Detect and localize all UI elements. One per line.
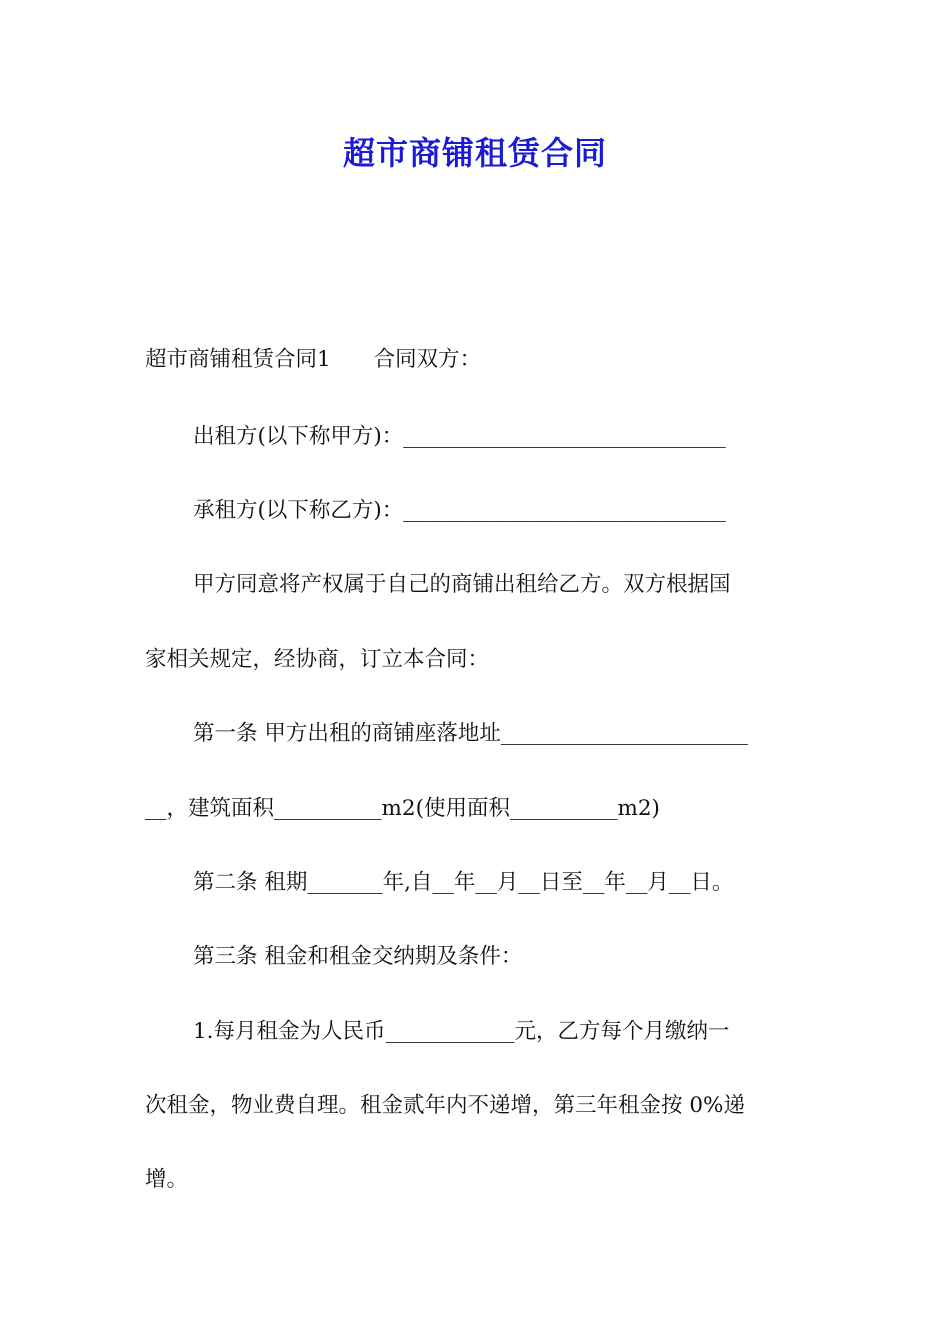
- document-title: 超市商铺租赁合同: [342, 134, 607, 172]
- article-3-item-1-line-3: 增。: [145, 1167, 189, 1192]
- lessor-line: 出租方(以下称甲方)：______________________________: [193, 424, 726, 449]
- lessee-line: 承租方(以下称乙方)：______________________________: [193, 498, 726, 523]
- article-2-line: 第二条 租期_______年,自__年__月__日至__年__月__日。: [193, 870, 734, 895]
- article-3-item-1-line-2: 次租金，物业费自理。租金贰年内不递增，第三年租金按 0%递: [145, 1093, 745, 1118]
- article-3-heading: 第三条 租金和租金交纳期及条件：: [193, 944, 523, 969]
- article-1-line-2: __，建筑面积__________m2(使用面积__________m2): [145, 796, 660, 821]
- contract-heading-line: 超市商铺租赁合同1 合同双方：: [145, 347, 482, 372]
- preamble-line-2: 家相关规定，经协商，订立本合同：: [145, 647, 490, 672]
- article-1-line-1: 第一条 甲方出租的商铺座落地址_______________________: [193, 721, 749, 746]
- preamble-line-1: 甲方同意将产权属于自己的商铺出租给乙方。双方根据国: [193, 572, 731, 597]
- article-3-item-1-line-1: 1.每月租金为人民币____________元，乙方每个月缴纳一: [193, 1019, 730, 1044]
